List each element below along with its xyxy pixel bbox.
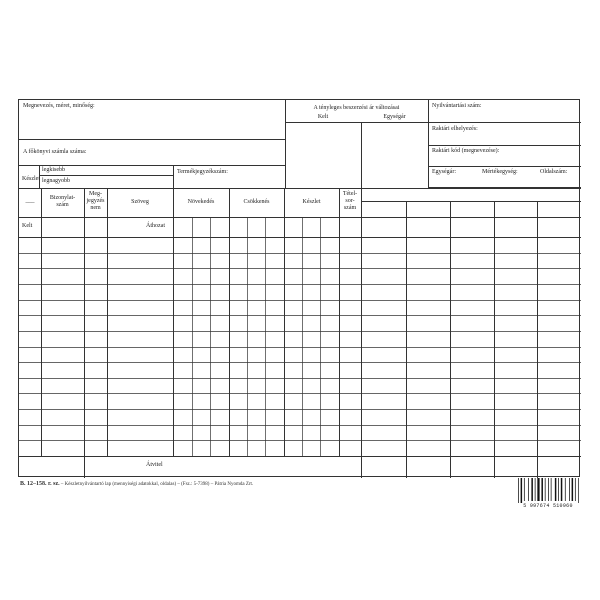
remark-header-2: jegyzés — [86, 198, 105, 204]
stock-min-label: legkisebb — [42, 167, 65, 173]
carried-forward-label: Átvitel — [146, 462, 163, 468]
divider — [428, 166, 581, 167]
date-header: Kelt — [317, 114, 329, 120]
divider — [19, 456, 581, 457]
voucher-number-header-2: szám — [56, 202, 69, 208]
stock-max-label: legnagyobb — [42, 178, 70, 184]
barcode-bar — [535, 478, 536, 501]
divider — [19, 188, 581, 189]
divider — [19, 139, 285, 140]
form-footer — [20, 481, 253, 487]
unit-price-label: Egységár: — [432, 169, 456, 175]
divider — [84, 237, 85, 478]
divider — [39, 175, 173, 176]
text-header: Szöveg — [131, 199, 149, 205]
remark-header-3: nem — [90, 205, 101, 211]
line-number-header-3: szám — [343, 205, 357, 211]
divider — [19, 165, 285, 166]
row-divider — [19, 425, 581, 426]
unit-of-measure-label: Mértékegység: — [482, 169, 518, 175]
storage-location-label: Raktári elhelyezés: — [432, 126, 478, 132]
barcode-bar — [575, 478, 576, 501]
barcode-bar — [541, 478, 543, 501]
barcode-bar — [545, 478, 546, 501]
divider — [19, 237, 581, 238]
barcode-bar — [524, 478, 525, 501]
divider — [494, 201, 495, 478]
barcode-bar — [548, 478, 549, 501]
increase-header: Növekedés — [187, 199, 215, 205]
divider — [284, 188, 285, 456]
decrease-header: Csökkenés — [243, 199, 270, 205]
stock-label: Készlet — [22, 176, 40, 182]
divider — [537, 201, 538, 478]
barcode-bar — [551, 478, 552, 501]
product-catalog-label: Termékjegyzékszám: — [177, 169, 228, 175]
barcode-bar — [528, 478, 529, 501]
form-code: B. 12–158. r. sz. — [20, 481, 60, 487]
divider — [173, 188, 174, 456]
barcode-bar — [569, 478, 570, 501]
row-divider — [19, 331, 581, 332]
divider — [229, 188, 230, 456]
barcode-bar — [521, 478, 523, 503]
inventory-record-form — [18, 99, 580, 477]
divider — [428, 145, 581, 146]
row-divider — [19, 378, 581, 379]
remark-header-1: Meg- — [89, 191, 102, 197]
line-number-header-1: Tétel- — [342, 191, 358, 197]
divider — [450, 201, 451, 478]
brought-forward-label: Áthozat — [146, 223, 165, 229]
divider — [428, 122, 581, 123]
barcode-bar — [565, 478, 566, 501]
line-number-header-2: sor- — [345, 198, 355, 204]
divider — [339, 188, 340, 456]
divider — [285, 122, 428, 123]
divider — [361, 188, 362, 478]
row-divider — [19, 253, 581, 254]
page-number-label: Oldalszám: — [540, 169, 568, 175]
row-divider — [19, 440, 581, 441]
barcode-bar — [531, 478, 533, 501]
registration-number-label: Nyilvántartási szám: — [432, 103, 482, 109]
dash-header: ––– — [25, 200, 35, 206]
divider — [361, 201, 581, 202]
stock-header: Készlet — [302, 199, 321, 205]
divider — [406, 201, 407, 478]
row-divider — [19, 362, 581, 363]
barcode-bar — [555, 478, 557, 501]
barcode-bar — [578, 478, 579, 503]
row-divider — [19, 284, 581, 285]
row-divider — [19, 268, 581, 269]
row-divider — [19, 300, 581, 301]
unit-price-header: Egységár — [383, 114, 406, 120]
price-changes-label: A tényleges beszerzési ár változásai — [313, 105, 400, 111]
divider — [107, 188, 108, 237]
row-divider — [19, 409, 581, 410]
divider — [173, 165, 174, 188]
row-divider — [19, 315, 581, 316]
date-row-label: Kelt — [22, 223, 33, 229]
barcode-bar — [572, 478, 574, 501]
row-divider — [19, 347, 581, 348]
barcode-number: 5 997674 510960 — [523, 503, 573, 509]
divider — [41, 188, 42, 456]
item-description-label: Megnevezés, méret, minőség: — [23, 103, 95, 109]
barcode-bar — [561, 478, 563, 501]
row-divider — [19, 393, 581, 394]
divider — [428, 100, 429, 188]
barcode-bar — [537, 478, 539, 501]
form-description: – Készletnyilvántartó lap (mennyiségi adatokkal, oldalas) – (Fsz.: 5-7398) – Pátria Nyomda Zrt. — [60, 482, 254, 487]
barcode-bar — [558, 478, 559, 501]
barcode-bar — [518, 478, 519, 503]
divider — [19, 217, 581, 218]
voucher-number-header-1: Bizonylat- — [49, 195, 76, 201]
divider — [361, 122, 362, 188]
warehouse-code-label: Raktári kód (megnevezése): — [432, 148, 500, 154]
ledger-account-label: A főkönyvi számla száma: — [23, 149, 87, 155]
